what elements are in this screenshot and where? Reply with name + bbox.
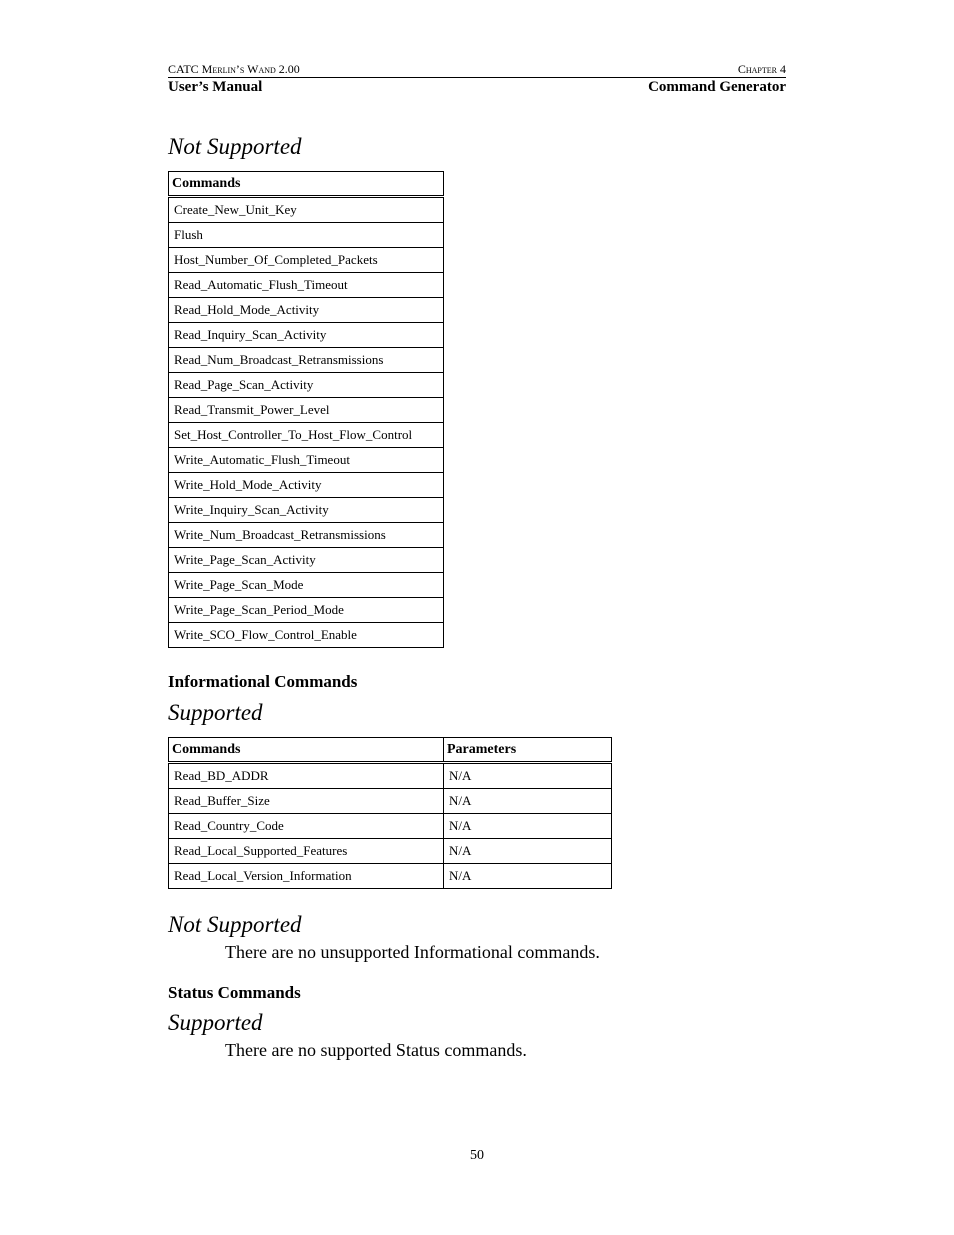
command-cell: Read_BD_ADDR — [169, 763, 444, 789]
table-row — [169, 763, 612, 789]
commands-column-header: Commands — [169, 738, 444, 763]
command-cell: Write_Inquiry_Scan_Activity — [169, 498, 444, 523]
command-cell: Read_Page_Scan_Activity — [169, 373, 444, 398]
command-cell: Read_Num_Broadcast_Retransmissions — [169, 348, 444, 373]
table-row — [169, 448, 444, 473]
table-row — [169, 473, 444, 498]
table-row — [169, 398, 444, 423]
parameter-cell: N/A — [444, 839, 612, 864]
command-cell: Write_Page_Scan_Mode — [169, 573, 444, 598]
command-cell: Write_Automatic_Flush_Timeout — [169, 448, 444, 473]
informational-commands-heading: Informational Commands — [168, 672, 358, 691]
table-row — [169, 839, 612, 864]
table-row — [169, 223, 444, 248]
table-row — [169, 864, 612, 889]
command-cell: Read_Hold_Mode_Activity — [169, 298, 444, 323]
parameter-cell: N/A — [444, 864, 612, 889]
parameter-cell: N/A — [444, 763, 612, 789]
table-row — [169, 598, 444, 623]
header-product: CATC Merlin’s Wand 2.00 — [168, 62, 300, 76]
command-cell: Host_Number_Of_Completed_Packets — [169, 248, 444, 273]
not-supported-title: Not Supported — [168, 134, 302, 159]
command-cell: Read_Local_Supported_Features — [169, 839, 444, 864]
no-unsupported-informational-text: There are no unsupported Informational commands. — [225, 942, 600, 962]
command-cell: Read_Local_Version_Information — [169, 864, 444, 889]
table-row — [169, 573, 444, 598]
command-cell: Read_Buffer_Size — [169, 789, 444, 814]
parameter-cell: N/A — [444, 814, 612, 839]
header-chapter: Chapter 4 — [737, 62, 786, 76]
table-header-row — [169, 738, 612, 763]
supported-title: Supported — [168, 700, 263, 725]
table-row — [169, 273, 444, 298]
command-cell: Read_Automatic_Flush_Timeout — [169, 273, 444, 298]
parameters-column-header: Parameters — [444, 738, 612, 763]
table-row — [169, 373, 444, 398]
command-cell: Read_Country_Code — [169, 814, 444, 839]
table-row — [169, 298, 444, 323]
page-number: 50 — [470, 1148, 484, 1163]
page-header — [168, 62, 786, 97]
supported-title: Supported — [168, 1010, 263, 1035]
not-supported-title: Not Supported — [168, 912, 302, 937]
table-row — [169, 323, 444, 348]
table-row — [169, 248, 444, 273]
command-cell: Write_Num_Broadcast_Retransmissions — [169, 523, 444, 548]
table-row — [169, 348, 444, 373]
table-row — [169, 814, 612, 839]
status-commands-heading: Status Commands — [168, 983, 301, 1002]
command-cell: Flush — [169, 223, 444, 248]
command-cell: Create_New_Unit_Key — [169, 197, 444, 223]
parameter-cell: N/A — [444, 789, 612, 814]
command-cell: Write_Hold_Mode_Activity — [169, 473, 444, 498]
informational-commands-table — [168, 737, 612, 889]
header-chapter-title: Command Generator — [648, 79, 786, 95]
table-row — [169, 498, 444, 523]
header-bottom-row — [168, 78, 786, 97]
header-manual: User’s Manual — [168, 79, 263, 95]
table-row — [169, 623, 444, 648]
command-cell: Write_Page_Scan_Activity — [169, 548, 444, 573]
table-header-row — [169, 172, 444, 197]
command-cell: Write_Page_Scan_Period_Mode — [169, 598, 444, 623]
command-cell: Read_Inquiry_Scan_Activity — [169, 323, 444, 348]
command-cell: Read_Transmit_Power_Level — [169, 398, 444, 423]
table-row — [169, 548, 444, 573]
table-row — [169, 197, 444, 223]
not-supported-commands-table — [168, 171, 444, 648]
no-supported-status-text: There are no supported Status commands. — [225, 1040, 527, 1060]
table-row — [169, 423, 444, 448]
table-row — [169, 789, 612, 814]
commands-column-header: Commands — [169, 172, 444, 197]
command-cell: Write_SCO_Flow_Control_Enable — [169, 623, 444, 648]
table-row — [169, 523, 444, 548]
command-cell: Set_Host_Controller_To_Host_Flow_Control — [169, 423, 444, 448]
header-top-row — [168, 62, 786, 78]
